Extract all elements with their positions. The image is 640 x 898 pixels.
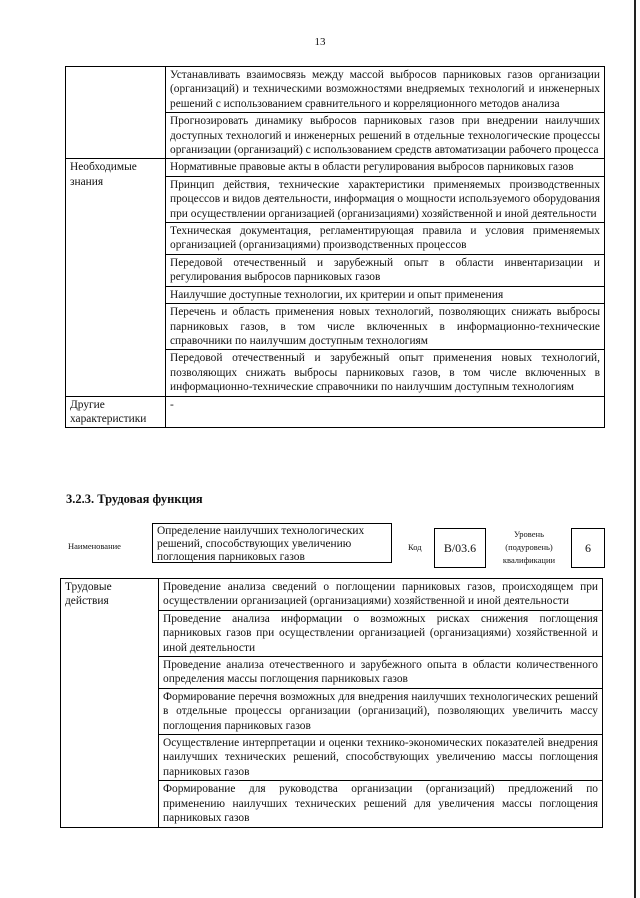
- level-box: 6: [571, 528, 605, 568]
- row-text: Принцип действия, технические характеристики применяемых производственных процессов и видов деятельности, информация о мощности используемого оборудования при осуществлении организацией (организациями) хозяйственной и иной деятельности: [166, 176, 605, 222]
- scan-edge-line: [634, 0, 636, 898]
- table-row: [66, 396, 605, 428]
- row-text: Осуществление интерпретации и оценки технико-экономических показателей внедрения наилучших технических решений, способствующих увеличению массы поглощения парниковых газов: [159, 735, 603, 781]
- row-text: Формирование перечня возможных для внедрения наилучших технологических решений в отдельные процессы организации (организаций), позволяющих увеличить массу поглощения парниковых газов: [159, 688, 603, 734]
- level-label: Уровень (подуровень) квалификации: [502, 529, 556, 565]
- row-text: Проведение анализа сведений о поглощении парниковых газов, происходящем при осуществлении организацией (организациями) хозяйственной и иной деятельности: [159, 579, 603, 611]
- row-text: -: [166, 396, 605, 428]
- section-heading: 3.2.3. Трудовая функция: [66, 492, 203, 506]
- row-text: Формирование для руководства организации (организаций) предложений по применению наилучших технических решений для увеличения массы поглощения парниковых газов: [159, 781, 603, 827]
- name-label: Наименование: [68, 541, 121, 551]
- row-text: Проведение анализа отечественного и зарубежного опыта в области количественного определения массы поглощения парниковых газов: [159, 657, 603, 689]
- page-number: 13: [314, 36, 326, 48]
- code-label: Код: [408, 542, 422, 552]
- row-text: Устанавливать взаимосвязь между массой выбросов парниковых газов организации (организаций) и техническими возможностями внедряемых технологий и инженерных решений с использованием сравнительного и корреляционного методов анализа: [166, 67, 605, 113]
- row-label: [66, 67, 166, 159]
- code-box: B/03.6: [434, 528, 486, 568]
- row-text: Перечень и область применения новых технологий, позволяющих снижать выбросы парниковых газов, в том числе включенных в информационно-технические справочники по наилучшим доступным технологиям: [166, 304, 605, 350]
- row-text: Нормативные правовые акты в области регулирования выбросов парниковых газов: [166, 159, 605, 176]
- row-text: Техническая документация, регламентирующая правила и условия применяемых организацией (организациями) производственных процессов: [166, 223, 605, 255]
- skills-knowledge-table: [65, 66, 605, 428]
- row-text: Передовой отечественный и зарубежный опыт применения новых технологий, позволяющих снижать выбросы парниковых газов, в том числе включенных в информационно-технические справочники по наилучшим доступным технологиям: [166, 350, 605, 396]
- function-name-box: Определение наилучших технологических решений, способствующих увеличению поглощения парниковых газов: [152, 523, 392, 563]
- table-row: [61, 579, 603, 611]
- row-text: Прогнозировать динамику выбросов парниковых газов при внедрении наилучших доступных технологий и инженерных решений в отдельные технологические процессы организации (организаций) с использованием средств автоматизации рабочего процесса: [166, 113, 605, 159]
- row-text: Наилучшие доступные технологии, их критерии и опыт применения: [166, 286, 605, 303]
- labor-actions-table: [60, 578, 603, 828]
- row-text: Передовой отечественный и зарубежный опыт в области инвентаризации и регулирования выбросов парниковых газов: [166, 254, 605, 286]
- row-label: Другие характеристики: [66, 396, 166, 428]
- table-row: [66, 67, 605, 113]
- table-row: [66, 159, 605, 176]
- row-label: Необходимые знания: [66, 159, 166, 396]
- row-label: Трудовые действия: [61, 579, 159, 828]
- row-text: Проведение анализа информации о возможных рисках снижения поглощения парниковых газов при осуществлении организацией (организациями) хозяйственной и иной деятельности: [159, 610, 603, 656]
